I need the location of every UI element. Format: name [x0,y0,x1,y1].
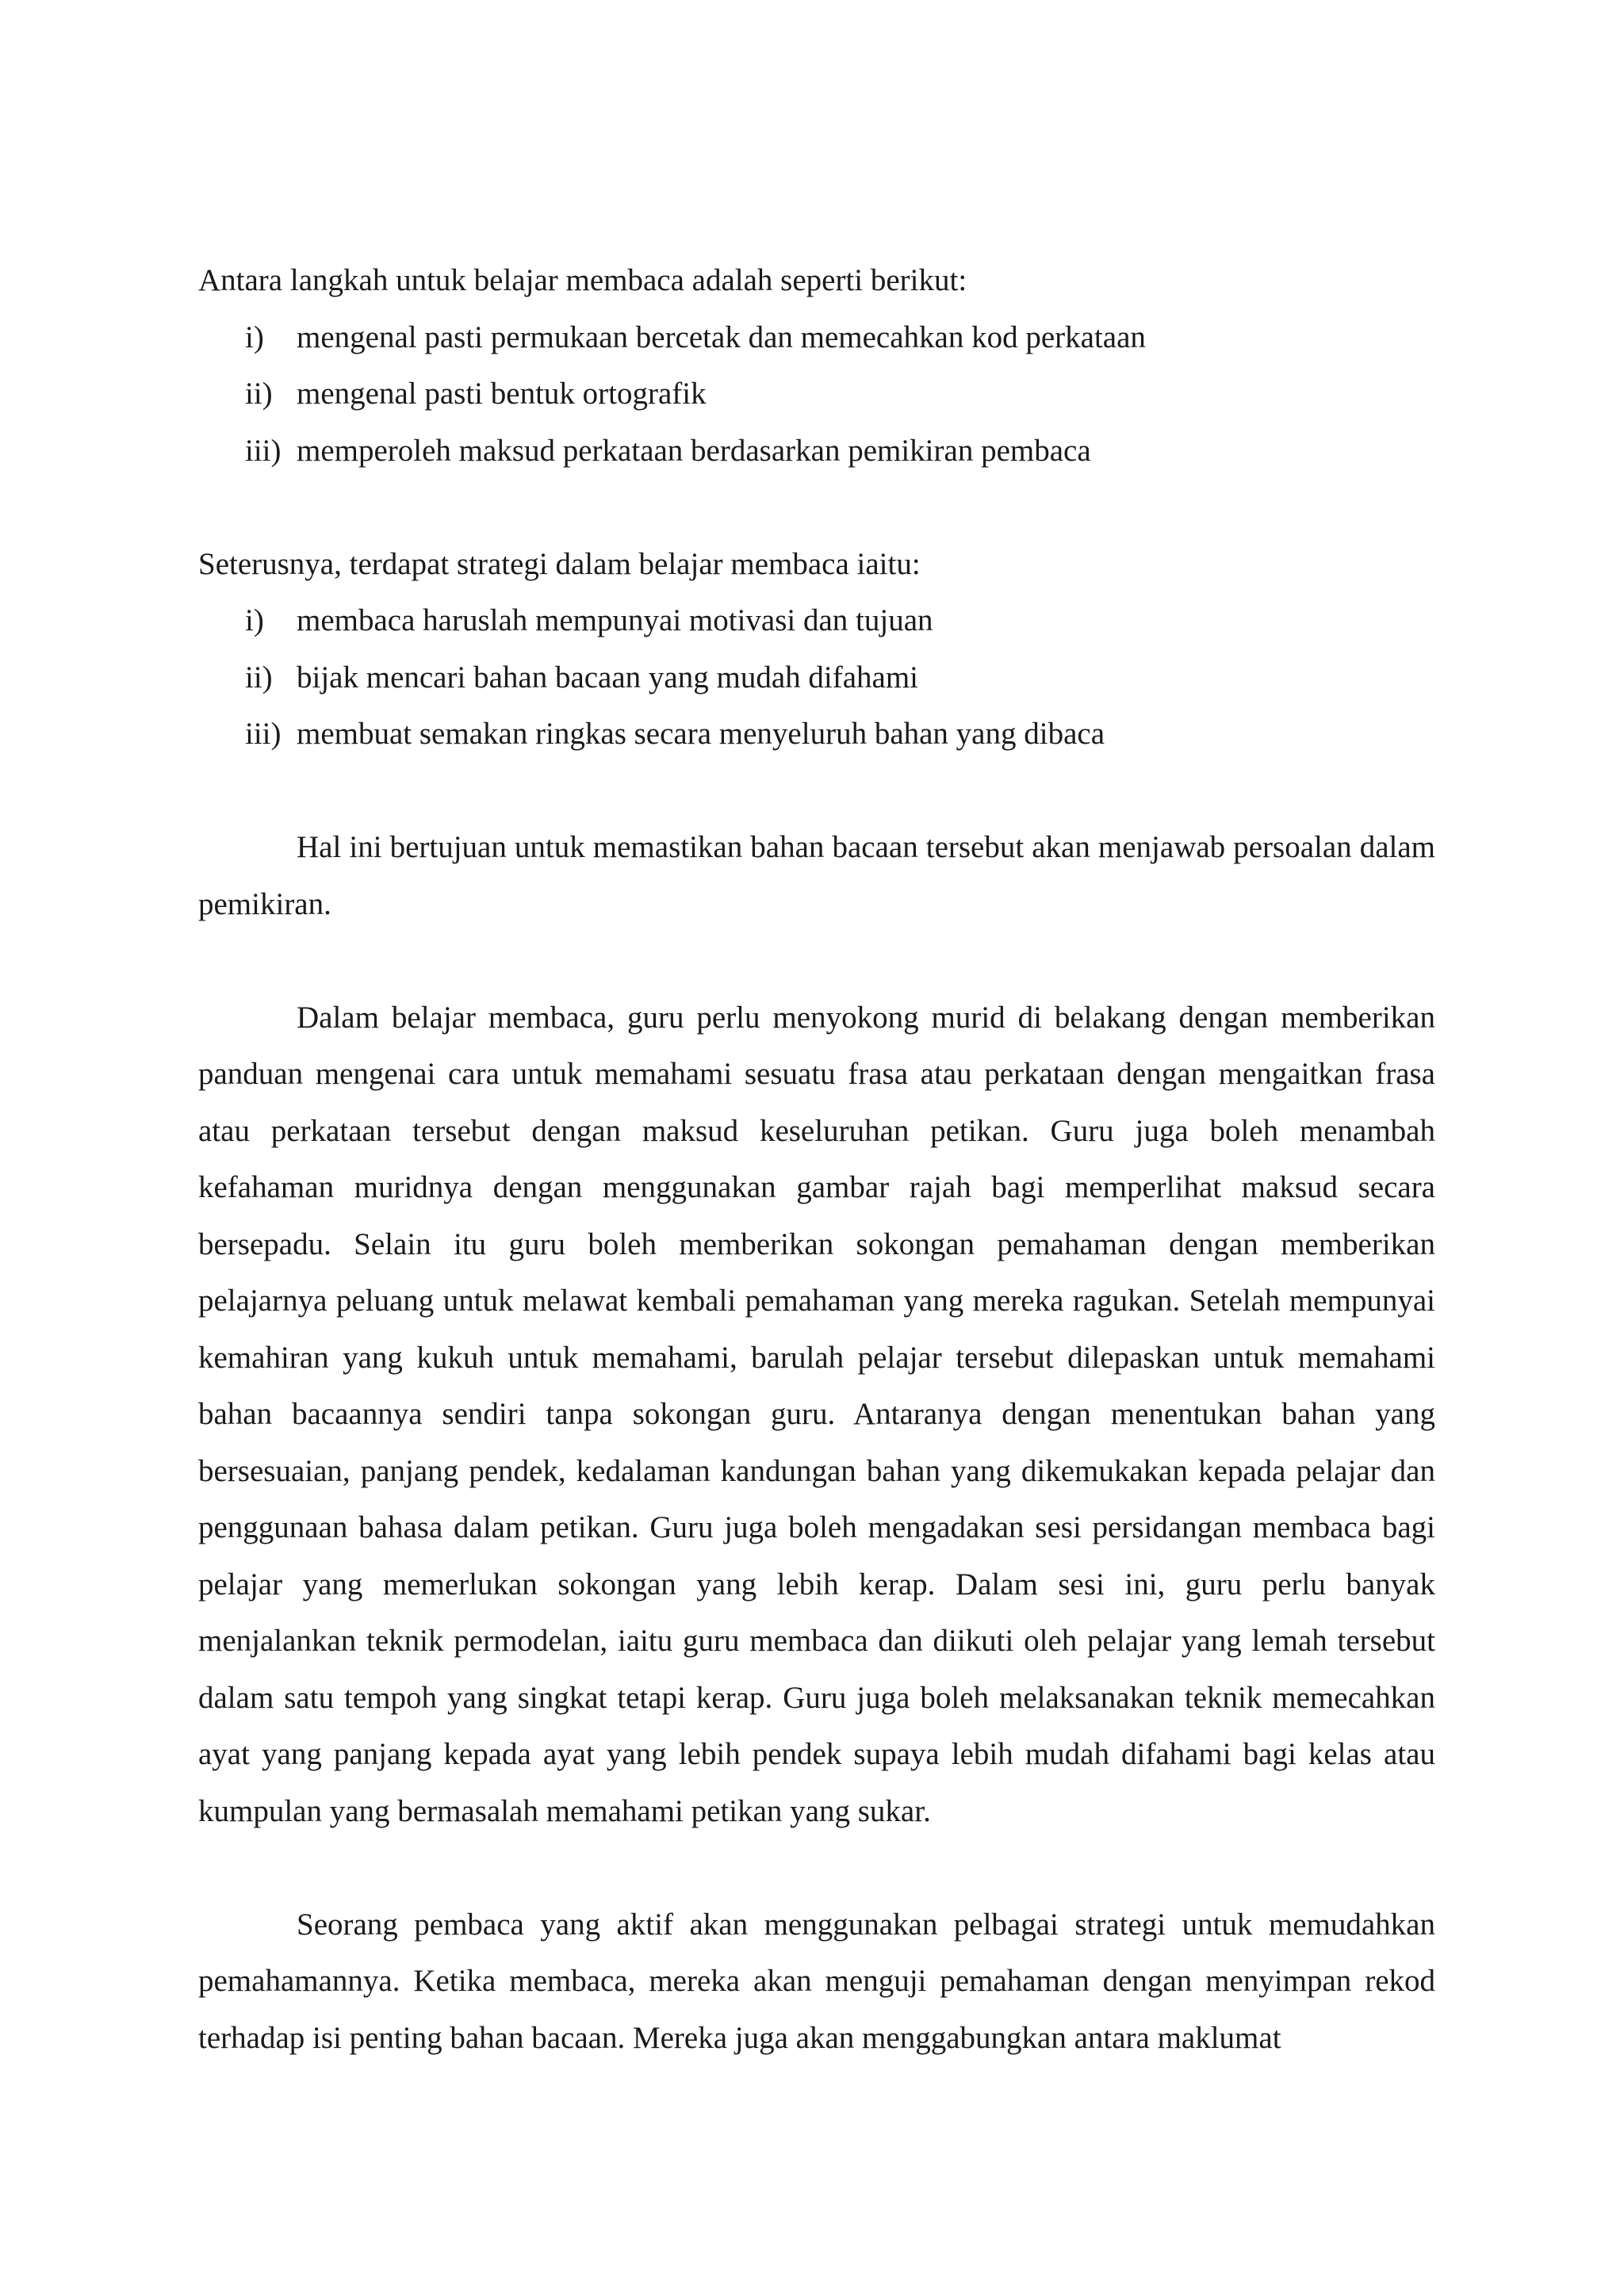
list-item [198,309,1435,366]
list-intro-strategies: Seterusnya, terdapat strategi dalam belajar membaca iaitu: [198,546,921,581]
list-item [198,423,1435,480]
document-page [198,252,1435,2066]
list-item-text: membuat semakan ringkas secara menyeluruh bahan yang dibaca [297,717,1105,751]
list-intro-steps: Antara langkah untuk belajar membaca adalah seperti berikut: [198,263,967,297]
list-item-text: mengenal pasti permukaan bercetak dan memecahkan kod perkataan [297,320,1146,354]
paragraph-active-reader: Seorang pembaca yang aktif akan menggunakan pelbagai strategi untuk memudahkan pemahamannya. Ketika membaca, mereka akan menguji pemahaman dengan menyimpan rekod terhadap isi penting bahan bacaan. Mereka juga akan menggabungkan antara maklumat [198,1907,1435,2055]
steps-list [198,309,1435,480]
list-item-text: memperoleh maksud perkataan berdasarkan pemikiran pembaca [297,433,1091,468]
spacer [198,479,1435,536]
paragraph-teacher-support: Dalam belajar membaca, guru perlu menyokong murid di belakang dengan memberikan panduan mengenai cara untuk memahami sesuatu frasa atau perkataan dengan mengaitkan frasa atau perkataan tersebut dengan maksud keseluruhan petikan. Guru juga boleh menambah kefahaman muridnya dengan menggunakan gambar rajah bagi memperlihat maksud secara bersepadu. Selain itu guru boleh memberikan sokongan pemahaman dengan memberikan pelajarnya peluang untuk melawat kembali pemahaman yang mereka ragukan. Setelah mempunyai kemahiran yang kukuh untuk memahami, barulah pelajar tersebut dilepaskan untuk memahami bahan bacaannya sendiri tanpa sokongan guru. Antaranya dengan menentukan bahan yang bersesuaian, panjang pendek, kedalaman kandungan bahan yang dikemukakan kepada pelajar dan penggunaan bahasa dalam petikan. Guru juga boleh mengadakan sesi persidangan membaca bagi pelajar yang memerlukan sokongan yang lebih kerap. Dalam sesi ini, guru perlu banyak menjalankan teknik permodelan, iaitu guru membaca dan diikuti oleh pelajar yang lemah tersebut dalam satu tempoh yang singkat tetapi kerap. Guru juga boleh melaksanakan teknik memecahkan ayat yang panjang kepada ayat yang lebih pendek supaya lebih mudah difahami bagi kelas atau kumpulan yang bermasalah memahami petikan yang sukar. [198,1000,1435,1828]
list-item-number: iii) [245,717,282,751]
paragraph-purpose: Hal ini bertujuan untuk memastikan bahan bacaan tersebut akan menjawab persoalan dalam pemikiran. [198,830,1435,921]
strategies-list [198,592,1435,763]
list-item-text: mengenal pasti bentuk ortografik [297,377,707,411]
list-item [198,706,1435,763]
list-item-number: iii) [245,433,282,468]
list-item [198,365,1435,423]
list-item-number: i) [245,603,264,637]
spacer [198,932,1435,989]
list-item-number: i) [245,320,264,354]
list-item-number: ii) [245,660,273,695]
list-item-text: bijak mencari bahan bacaan yang mudah difahami [297,660,918,695]
list-item [198,592,1435,649]
list-item [198,649,1435,706]
spacer [198,763,1435,820]
spacer [198,1839,1435,1896]
list-item-text: membaca haruslah mempunyai motivasi dan tujuan [297,603,933,637]
list-item-number: ii) [245,377,273,411]
